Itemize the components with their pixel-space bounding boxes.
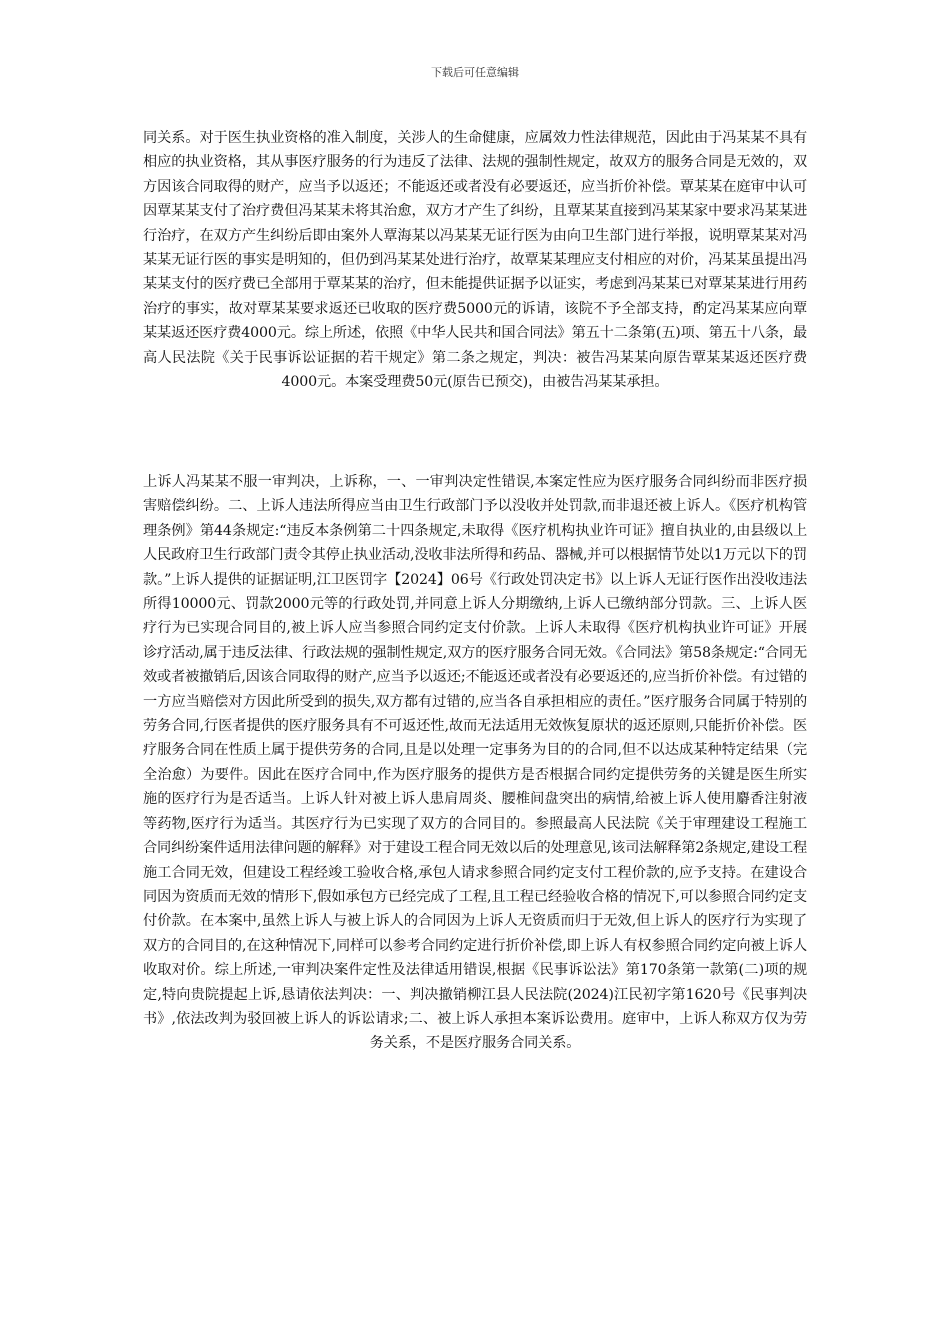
body-paragraph-appeal: 上诉人冯某某不服一审判决，上诉称，一、一审判决定性错误,本案定性应为医疗服务合同纠纷而非医疗损害赔偿纠纷。二、上诉人违法所得应当由卫生行政部门予以没收并处罚款,而非退还被上诉人。《医疗机构管理条例》第44条规定:“违反本条例第二十四条规定,未取得《医疗机构执业许可证》擅自执业的,由县级以上人民政府卫生行政部门责令其停止执业活动,没收非法所得和药品、器械,并可以根据情节处以1万元以下的罚款。”上诉人提供的证据证明,江卫医罚字【2024】06号《行政处罚决定书》以上诉人无证行医作出没收违法所得10000元、罚款2000元等的行政处罚,并同意上诉人分期缴纳,上诉人已缴纳部分罚款。三、上诉人医疗行为已实现合同目的,被上诉人应当参照合同约定支付价款。上诉人未取得《医疗机构执业许可证》开展诊疗活动,属于违反法律、行政法规的强制性规定,双方的医疗服务合同无效。《合同法》第58条规定:“合同无效或者被撤销后,因该合同取得的财产,应当予以返还;不能返还或者没有必要返还的,应当折价补偿。有过错的一方应当赔偿对方因此所受到的损失,双方都有过错的,应当各自承担相应的责任。”医疗服务合同属于特别的劳务合同,行医者提供的医疗服务具有不可返还性,故而无法适用无效恢复原状的返还原则,只能折价补偿。医疗服务合同在性质上属于提供劳务的合同,且是以处理一定事务为目的的合同,但不以达成某种特定结果（完全治愈）为要件。因此在医疗合同中,作为医疗服务的提供方是否根据合同约定提供劳务的关键是医生所实施的医疗行为是否适当。上诉人针对被上诉人患肩周炎、腰椎间盘突出的病情,给被上诉人使用麝香注射液等药物,医疗行为适当。其医疗行为已实现了双方的合同目的。参照最高人民法院《关于审理建设工程施工合同纠纷案件适用法律问题的解释》对于建设工程合同无效以后的处理意见,该司法解释第2条规定,建设工程施工合同无效，但建设工程经竣工验收合格,承包人请求参照合同约定支付工程价款的,应予支持。在建设合同因为资质而无效的情形下,假如承包方已经完成了工程,且工程已经验收合格的情况下,可以参照合同约定支付价款。在本案中,虽然上诉人与被上诉人的合同因为上诉人无资质而归于无效,但上诉人的医疗行为实现了双方的合同目的,在这种情况下,同样可以参考合同约定进行折价补偿,即上诉人有权参照合同约定向被上诉人收取对价。综上所述,一审判决案件定性及法律适用错误,根据《民事诉讼法》第170条第一款第(二)项的规定,特向贵院提起上诉,恳请依法判决：一、判决撤销柳江县人民法院(2024)江民初字第1620号《民事判决书》,依法改判为驳回被上诉人的诉讼请求;二、被上诉人承担本案诉讼费用。庭审中，上诉人称双方仅为劳务关系，不是医疗服务合同关系。 [143,474,807,1052]
body-paragraph-judgment: 同关系。对于医生执业资格的准入制度，关涉人的生命健康，应属效力性法律规范，因此由于冯某某不具有相应的执业资格，其从事医疗服务的行为违反了法律、法规的强制性规定，故双方的服务合同是无效的，双方因该合同取得的财产，应当予以返还；不能返还或者没有必要返还，应当折价补偿。覃某某在庭审中认可因覃某某支付了治疗费但冯某某未将其治愈，双方才产生了纠纷，且覃某某直接到冯某某家中要求冯某某进行治疗，在双方产生纠纷后即由案外人覃海某以冯某某无证行医为由向卫生部门进行举报，说明覃某某对冯某某无证行医的事实是明知的，但仍到冯某某处进行治疗，故覃某某理应支付相应的对价，冯某某虽提出冯某某支付的医疗费已全部用于覃某某的治疗，但未能提供证据予以证实，考虑到冯某某已对覃某某进行用药治疗的事实，故对覃某某要求返还已收取的医疗费5000元的诉请，该院不予全部支持，酌定冯某某应向覃某某返还医疗费4000元。综上所述，依照《中华人民共和国合同法》第五十二条第(五)项、第五十八条，最高人民法院《关于民事诉讼证据的若干规定》第二条之规定，判决：被告冯某某向原告覃某某返还医疗费4000元。本案受理费50元(原告已预交)，由被告冯某某承担。 [143,130,807,391]
page-header: 下载后可任意编辑 [431,66,519,79]
